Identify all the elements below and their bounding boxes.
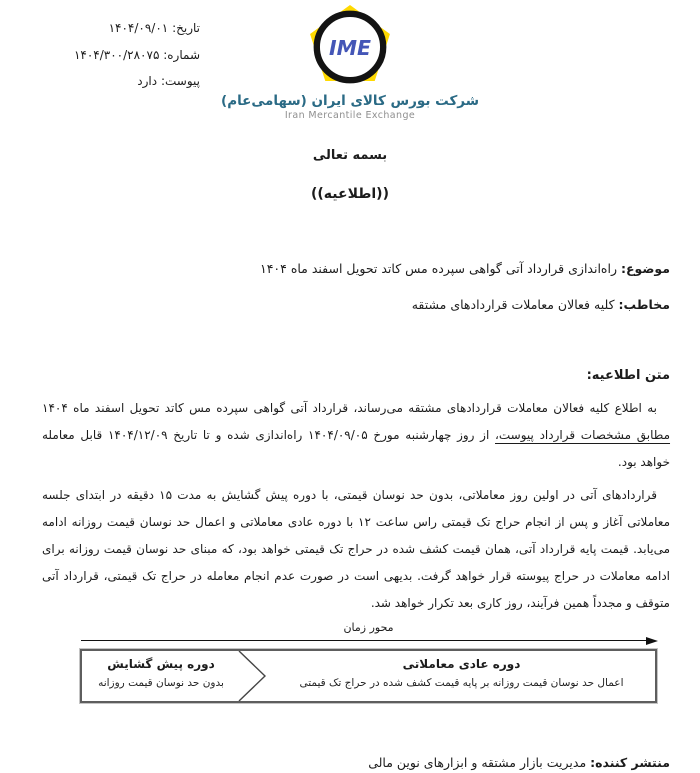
attachment-value: دارد (137, 74, 158, 88)
number-label: شماره: (163, 47, 200, 62)
chevron-separator-icon (238, 651, 268, 701)
pre-opening-period-section (82, 651, 240, 701)
notice-title: ((اطلاعیه)) (311, 186, 389, 202)
normal-trading-period-title: دوره عادی معاملاتی (402, 657, 521, 671)
timeline-diagram (80, 621, 657, 703)
letter-date-line (35, 15, 200, 42)
addressee-line (42, 297, 670, 312)
paragraph-1-text-a: به اطلاع کلیه فعالان معاملات قراردادهای مشتقه می‌رساند، قرارداد آتی گواهی سپرده مس کاتد تحویل اسفند ماه ۱۴۰۴ (42, 401, 657, 415)
subject-text: راه‌اندازی قرارداد آتی گواهی سپرده مس کاتد تحویل اسفند ماه ۱۴۰۴ (259, 261, 621, 276)
paragraph-1-text-b: از روز چهارشنبه مورخ ۱۴۰۴/۰۹/۰۵ راه‌اندازی شده و تا تاریخ ۱۴۰۴/۱۲/۰۹ قابل معامله خواهد بود. (42, 428, 670, 469)
notice-body (42, 368, 670, 770)
pre-opening-period-title: دوره پیش گشایش (107, 657, 215, 671)
addressee-text: کلیه فعالان معاملات قراردادهای مشتقه (411, 297, 619, 312)
publisher-text: مدیریت بازار مشتقه و ابزارهای نوین مالی (368, 755, 591, 770)
ime-logo-icon (297, 4, 403, 88)
letter-meta-block (35, 15, 200, 95)
subject-line (42, 261, 670, 276)
publisher-line (42, 755, 670, 770)
attachment-label: پیوست: (160, 74, 200, 88)
company-name-english: Iran Mercantile Exchange (284, 110, 416, 121)
letterhead-logo-block (220, 4, 480, 121)
company-name-farsi: شرکت بورس کالای ایران (سهامی‌عام) (221, 93, 479, 109)
right-arrowhead-icon (646, 637, 658, 645)
publisher-label: منتشر کننده: (590, 755, 670, 770)
number-value: ۱۴۰۴/۳۰۰/۲۸۰۷۵ (73, 47, 160, 62)
addressee-label: مخاطب: (618, 297, 670, 312)
trading-periods-box (80, 649, 657, 703)
letter-attachment-line (35, 68, 200, 95)
paragraph-1-underlined-phrase: مطابق مشخصات قرارداد پیوست، (495, 428, 671, 442)
subject-label: موضوع: (620, 261, 670, 276)
time-axis-line (81, 640, 655, 641)
bismillah-heading: بسمه تعالی (312, 148, 388, 163)
paragraph-trading-rules: قراردادهای آتی در اولین روز معاملاتی، بدون حد نوسان قیمتی، با دوره پیش گشایش به مدت ۱۵ دقیقه در ابتدای جلسه معاملاتی آغاز و پس از انجام حراج تک قیمتی راس ساعت ۱۲ با دوره عادی معاملاتی و اعمال حد نوسان قیمت روزانه ادامه می‌یابد. قیمت پایه قرارداد آتی، همان قیمت کشف شده در حراج تک قیمتی خواهد بود، که مبنای حد نوسان قیمت روزانه برای ادامه معاملات در حراج پیوسته قرار خواهد گرفت. بدیهی است در صورت عدم انجام معامله در حراج تک قیمتی، قرارداد آتی متوقف و مجدداً همین فرآیند، روز کاری بعد تکرار خواهد شد. (42, 488, 670, 610)
normal-trading-period-subtitle: اعمال حد نوسان قیمت روزانه بر پایه قیمت کشف شده در حراج تک قیمتی (299, 677, 624, 689)
time-axis-arrow (80, 636, 657, 646)
letter-number-line (35, 42, 200, 69)
notice-body-heading: متن اطلاعیه: (586, 368, 670, 383)
normal-trading-period-section (268, 651, 655, 701)
date-value: ۱۴۰۴/۰۹/۰۱ (108, 21, 169, 35)
paragraph-launch-info (42, 395, 670, 476)
date-label: تاریخ: (172, 21, 200, 35)
pre-opening-period-subtitle: بدون حد نوسان قیمت روزانه (98, 677, 224, 689)
logo-monogram: IME (328, 35, 372, 60)
time-axis-label: محور زمان (343, 621, 394, 634)
